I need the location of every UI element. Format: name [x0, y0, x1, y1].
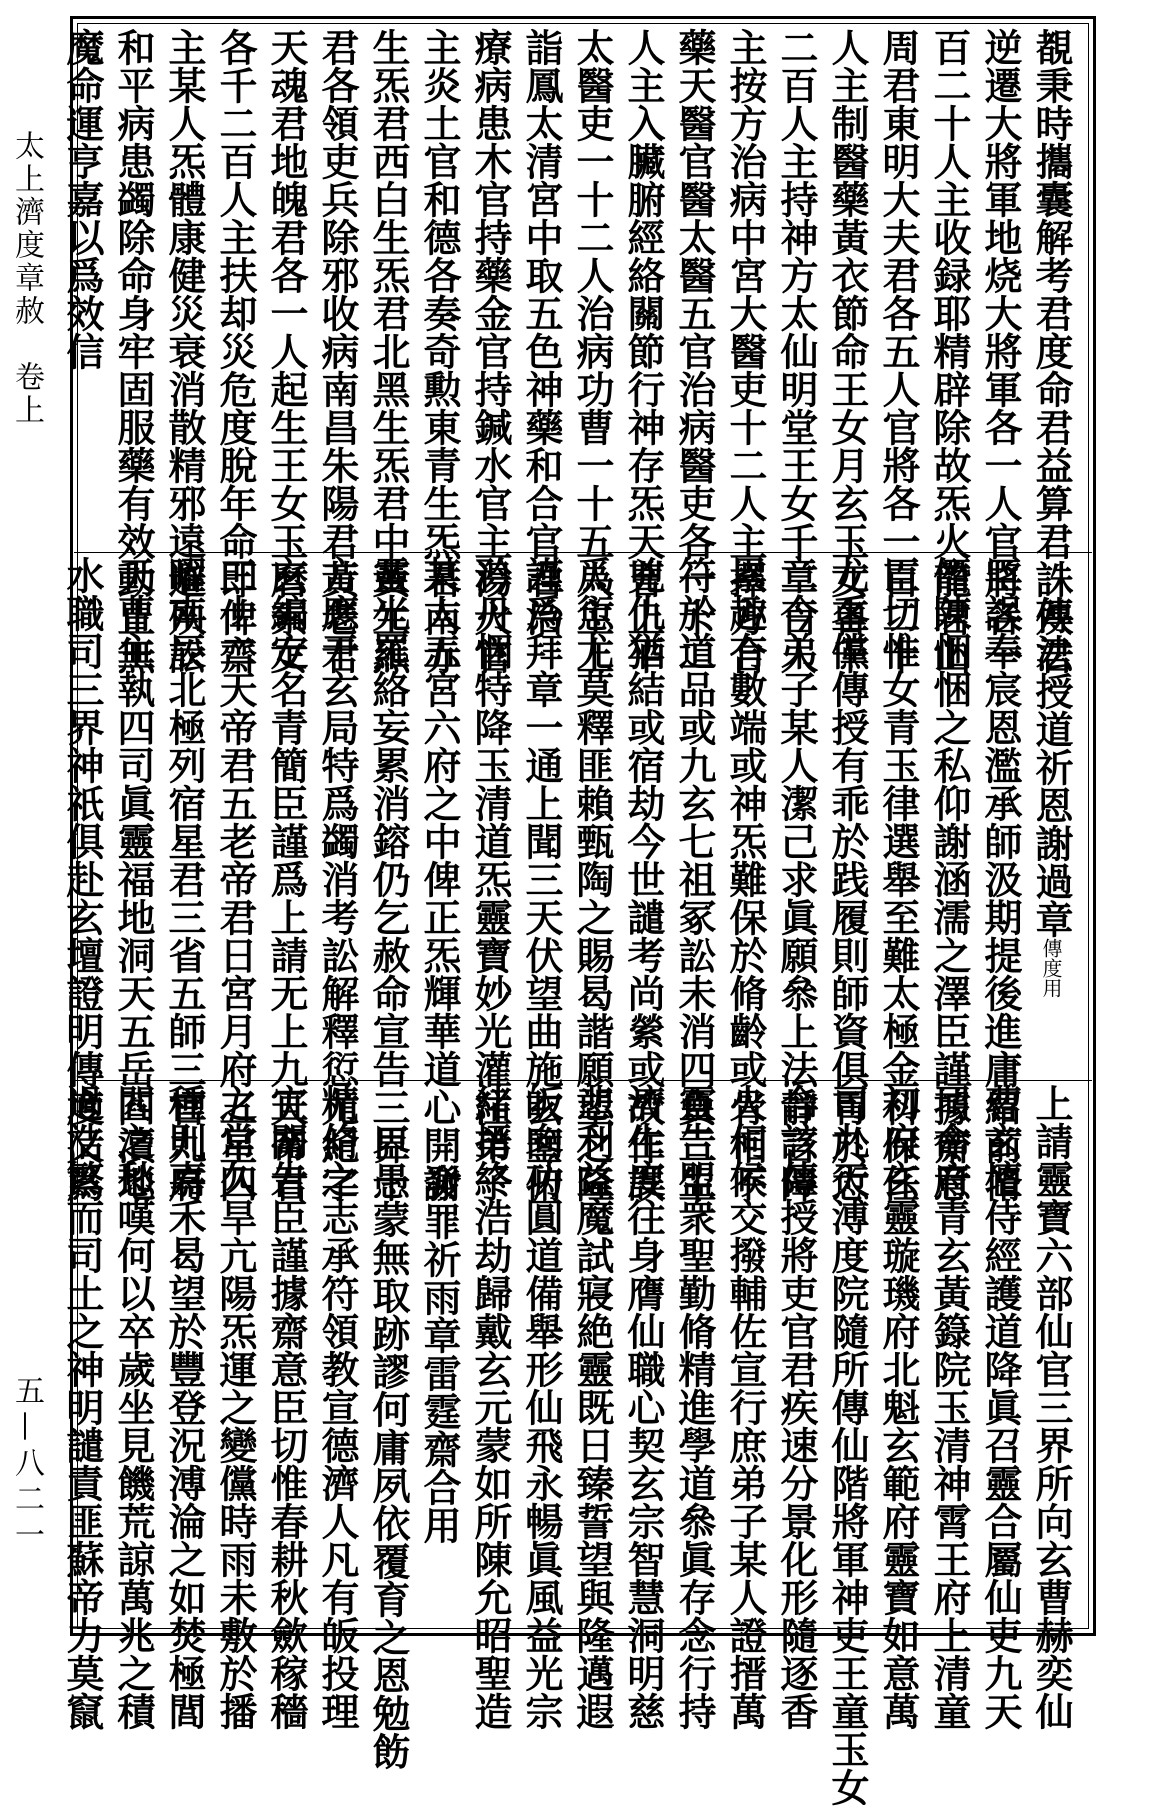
text-column: 曜南辰北極列宿星君三省五師三官九府 [162, 556, 207, 1202]
text-column: 主炎土官和德各奏奇勲東青生炁君南赤 [417, 28, 462, 674]
margin-page-number: 五—八二一 [9, 1375, 44, 1555]
margin-book-title: 太上濟度章赦 卷上 [9, 130, 44, 427]
text-column: 方應干玄局特爲蠲消考訟解釋愆尤紀字 [315, 556, 360, 1202]
text-column: 天魂君地魄君各一人起生王女玉曆素女 [264, 28, 309, 674]
text-column: 人主制醫藥黃衣節命王女月玄玉女各千 [825, 28, 870, 674]
text-column: 皈向功圓道備舉形仙飛永暢眞風益光宗 [519, 1084, 564, 1730]
text-column: 火伺候交撥輔佐宣行庶弟子某人證搢萬 [723, 1084, 768, 1730]
text-column: 各千二百人主扶却災危度脫年命即俾齋 [213, 28, 258, 674]
text-column: 藥天醫官醫太醫五官治病醫吏各一十二 [672, 28, 717, 674]
chapter-title: 謝罪祈雨章雷霆齋合用 [417, 1164, 462, 1544]
text-section-1 [60, 28, 1085, 674]
text-column: 天曹主執四司眞靈福地洞天五岳四瀆地 [111, 556, 156, 1202]
text-column: 章今弟子某人潔己求眞願叅上法靜言障 [774, 556, 819, 1202]
text-column: 上請靈寶六部仙官三界所向玄曹赫奕仙 [1029, 1084, 1074, 1730]
text-column: 司九天溥度院隨所傳仙階將軍神吏王童玉女 [825, 1084, 870, 1806]
text-column: 水職司三界神祇俱赴玄壇證明傳度又爲 [60, 556, 105, 1202]
text-column: 濟生度往身膺仙職心契玄宗智慧洞明慈 [621, 1084, 666, 1730]
text-column: 累趣有數端或神炁難保於脩齡或骨相不 [723, 556, 768, 1202]
text-column: 過浩繁而司土之神明譴責匪蘇帝力莫竄 [60, 1084, 105, 1730]
text-column: 玄編定名青簡臣謹爲上請无上九天帝君 [264, 556, 309, 1202]
text-column: 符於道品或九玄七祖冢訟未消四負三生 [672, 556, 717, 1202]
text-column: 覩秉時攜囊解考君度命君益算君誅殃君 [1029, 28, 1074, 674]
text-column: 爲愆尤莫釋匪賴甄陶之賜曷諧願望之隆 [570, 556, 615, 1202]
text-column: 逆遷大將軍地烧大將軍各一人官將各一 [978, 28, 1023, 674]
text-column: 周君東明大夫君各五人官將各一百二十 [876, 28, 921, 674]
text-column: 謹爲拜章一通上聞三天伏望曲施玄鑒俯 [519, 556, 564, 1202]
text-column: 人主入臟腑經絡關節行神存炁天曹上平 [621, 28, 666, 674]
text-column: 主按方治病中宮大醫吏十二人主擇方合 [723, 28, 768, 674]
text-column: 靈告盟衆聖勤脩精進學道叅眞存念行持 [672, 1084, 717, 1730]
text-column: 精脩之志承符領教宣德濟人凡有皈投理 [315, 1084, 360, 1730]
text-column: 詣鳳太清宮中取五色神藥和合官君治 [519, 28, 564, 636]
text-section-3 [60, 1084, 1085, 1806]
text-column: 矜丹悃特降玉清道炁靈寶妙光灌注弟子 [468, 556, 513, 1202]
chapter-title: 傳法授道祈恩謝過章傳度用 [1029, 596, 1074, 998]
text-column: 臣切惟女青玉律選舉至難太極金科保任 [876, 556, 921, 1202]
text-column: 悲利益魔試寢絶靈既日臻誓望與隆邁遐 [570, 1084, 615, 1730]
text-column: 生炁君西白生炁君北黑生炁君中黃生炁 [366, 28, 411, 674]
text-column: 曹玄壇侍經護道降眞召靈合屬仙吏九天 [978, 1084, 1023, 1730]
text-column: 君各領吏兵除邪收病南昌朱陽君黃老君 [315, 28, 360, 674]
text-column: 種則嘉禾曷望於豐登況溥淪之如焚極閭 [162, 1084, 207, 1730]
text-column: 臣誤奉宸恩濫承師汲期提後進庸紹前脩 [978, 556, 1023, 1202]
title-note: 傳度用 [1039, 938, 1063, 998]
text-column: 百二十人主收録耶精辟除故炁火龍君山 [927, 28, 972, 674]
text-column: 之常久旱亢陽炁運之變儻時雨未敷於播 [213, 1084, 258, 1730]
text-column: 宜關告臣謹據齋意臣切惟春耕秋歛稼穡 [264, 1084, 309, 1730]
text-column: 臣愚蒙無取跡謬何庸夙依覆育之恩勉飭 [366, 1124, 411, 1770]
text-column: 緒搢終浩劫歸戴玄元蒙如所陳允昭聖造 [468, 1084, 513, 1730]
text-column: 閻之愁嘆何以卒歲坐見饑荒諒萬兆之積 [111, 1084, 156, 1730]
text-column: 合該傳授將吏官君疾速分景化形隨逐香 [774, 1084, 819, 1730]
text-column: 初府玄靈璇璣府北魁玄範府靈寶如意萬 [876, 1084, 921, 1730]
text-column: 司命府青玄黃籙院玉清神霄王府上清童 [927, 1084, 972, 1730]
text-column: 某人五宮六府之中俾正炁輝華道心開發 [417, 556, 462, 1202]
text-column: 療病患木官持藥金官持鍼水官主湯火官 [468, 28, 513, 674]
text-column: 魔命運亨嘉以爲效信 [60, 28, 105, 370]
text-column: 主某人炁體康健災衰消散精邪遠避殃訟 [162, 28, 207, 674]
text-column: 太醫吏一十二人治病功曹一十五人主上 [570, 28, 615, 674]
text-column: 尤重儻傳授有乖於践履則師資俱胃於愆 [825, 556, 870, 1202]
text-column: 僭陳悃悃之私仰謝涵濡之澤臣謹據齋意 [927, 556, 972, 1202]
text-column: 兇仇猶結或宿劫今世譴考尚縈或故作誤 [621, 556, 666, 1202]
text-column: 三十二天帝君五老帝君日宮月府五星四 [213, 556, 258, 1202]
text-column: 靈光羅絡妄累消鎔仍乞赦命宣告三界十 [366, 556, 411, 1202]
text-column: 二百人主持神方太仙明堂王女千二百人 [774, 28, 819, 674]
text-section-2 [60, 556, 1085, 1202]
text-column: 和平病患蠲除命身牢固服藥有效動止無 [111, 28, 156, 674]
